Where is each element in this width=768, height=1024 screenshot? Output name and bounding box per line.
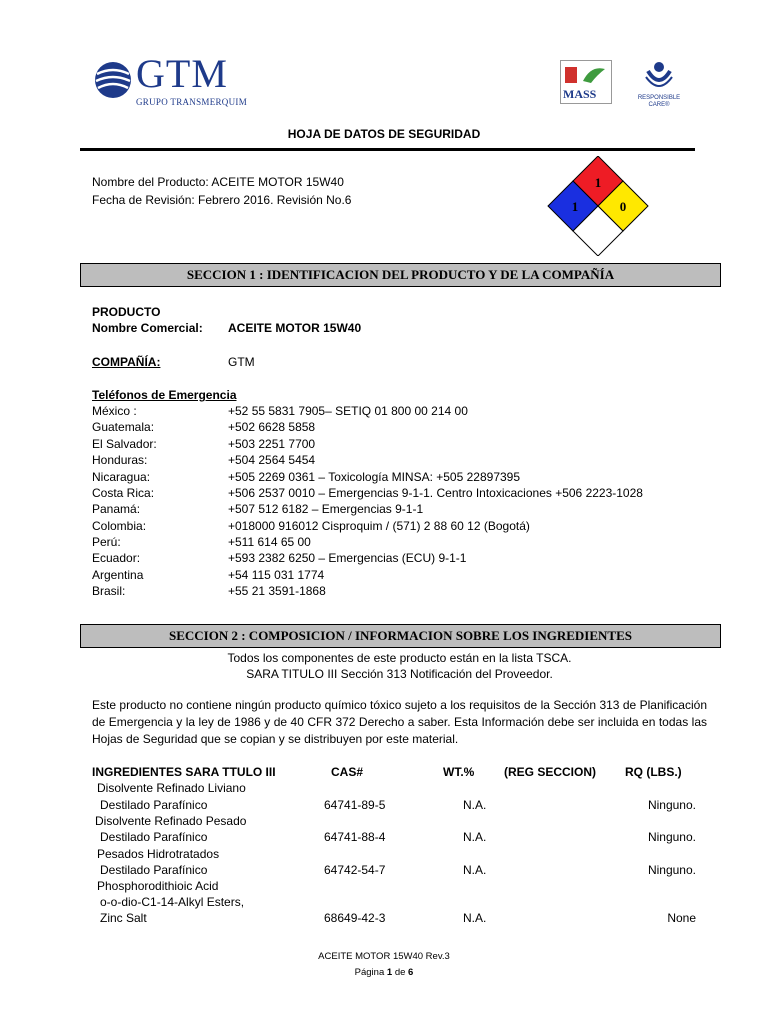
phone-country: Costa Rica: [92,486,155,500]
ingredient-name: Destilado Parafínico [100,863,208,877]
tsca-statement: Todos los componentes de este producto están en la lista TSCA. [227,651,572,665]
wt-value: N.A. [463,863,487,877]
mass-label: MASS [563,87,597,101]
footer-product-rev: ACEITE MOTOR 15W40 Rev.3 [318,951,450,962]
ingredients-header: INGREDIENTES SARA TTULO III [92,765,276,779]
responsible-care-label: RESPONSIBLE CARE® [637,95,681,108]
ingredient-name: Destilado Parafínico [100,798,208,812]
reg-section-header: (REG SECCION) [504,765,597,779]
rq-value: None [667,911,696,925]
document-title: HOJA DE DATOS DE SEGURIDAD [287,127,481,141]
phone-country: Nicaragua: [92,470,151,484]
phone-number: +506 2537 0010 – Emergencias 9-1-1. Centro Intoxicaciones +506 2223-1028 [228,486,643,500]
wt-value: N.A. [463,798,487,812]
mass-badge [560,60,612,104]
rq-value: Ninguno. [647,830,696,844]
phone-country: Colombia: [92,519,147,533]
phone-number: +54 115 031 1774 [228,568,325,582]
ingredient-name: Zinc Salt [100,911,147,925]
responsible-care-badge [628,55,690,125]
phone-number: +55 21 3591-1868 [228,584,326,598]
cas-number: 64741-88-4 [324,830,386,844]
cas-header: CAS# [331,765,364,779]
compania-label: COMPAÑÍA: [92,355,161,369]
phone-number: +503 2251 7700 [228,437,316,451]
product-name-line: Nombre del Producto: ACEITE MOTOR 15W40 [92,175,344,189]
globe-logo-icon [93,60,133,100]
phone-country: Honduras: [92,453,148,467]
phone-number: +018000 916012 Cisproquim / (571) 2 88 60 12 (Bogotá) [228,519,530,533]
ingredient-name: o-o-dio-C1-14-Alkyl Esters, [100,895,245,909]
section-2-header: SECCION 2 : COMPOSICION / INFORMACION SOBRE LOS INGREDIENTES [80,624,721,648]
nfpa-health-value: 1 [571,199,579,214]
wt-value: N.A. [463,911,487,925]
ingredient-name: Disolvente Refinado Pesado [95,814,247,828]
sara-statement: SARA TITULO III Sección 313 Notificación del Proveedor. [246,667,553,681]
ingredient-name: Phosphorodithioic Acid [97,879,219,893]
phone-country: Panamá: [92,502,141,516]
phone-country: México : [92,404,137,418]
phone-country: Guatemala: [92,420,155,434]
product-meta [92,174,351,210]
page-number: 1 [386,967,393,978]
ingredient-name: Pesados Hidrotratados [97,847,220,861]
nfpa-reactivity-value: 0 [619,199,627,214]
phone-country: Ecuador: [92,551,141,565]
compania-value: GTM [228,355,255,369]
phone-number: +505 2269 0361 – Toxicología MINSA: +505 22897395 [228,470,521,484]
header-rule [80,148,695,151]
page-of: de [394,967,406,978]
company-logo-text: GTM [136,51,228,96]
nfpa-diamond [545,156,651,256]
phone-country: Perú: [92,535,121,549]
cas-number: 64741-89-5 [324,798,386,812]
producto-heading: PRODUCTO [92,305,161,319]
telefonos-heading: Teléfonos de Emergencia [92,388,237,402]
phone-country: Argentina [92,568,144,582]
wt-header: WT.% [443,765,475,779]
responsible-care-icon [628,55,690,95]
rq-header: RQ (LBS.) [625,765,682,779]
wt-value: N.A. [463,830,487,844]
phone-number: +502 6628 5858 [228,420,316,434]
nombre-comercial-value: ACEITE MOTOR 15W40 [228,321,362,335]
cas-number: 64742-54-7 [324,863,386,877]
phone-number: +593 2382 6250 – Emergencias (ECU) 9-1-1 [228,551,467,565]
phone-country: El Salvador: [92,437,157,451]
rq-value: Ninguno. [647,863,696,877]
phone-country: Brasil: [92,584,126,598]
page-indicator [0,966,768,980]
rq-value: Ninguno. [647,798,696,812]
page-total: 6 [408,967,414,978]
section-313-paragraph: Este producto no contiene ningún producto químico tóxico sujeto a los requisitos de la Sección 313 de Planificación de Emergencia y la ley de 1986 y de 40 CFR 372 Derecho a saber. Esta Información debe ser incluida en todas las Hojas de Seguridad que se copian y se distribuyen por este material. [92,698,707,746]
phone-number: +511 614 65 00 [228,535,311,549]
phone-number: +504 2564 5454 [228,453,316,467]
section-1-header: SECCION 1 : IDENTIFICACION DEL PRODUCTO Y DE LA COMPAÑÍA [80,263,721,287]
page-prefix: Página [354,967,385,978]
cas-number: 68649-42-3 [324,911,386,925]
phone-number: +52 55 5831 7905– SETIQ 01 800 00 214 00 [228,404,468,418]
company-logo-subtitle: GRUPO TRANSMERQUIM [136,97,248,107]
ingredient-name: Destilado Parafínico [100,830,208,844]
ingredient-name: Disolvente Refinado Liviano [97,781,246,795]
nombre-comercial-label: Nombre Comercial: [92,321,203,335]
revision-date-line: Fecha de Revisión: Febrero 2016. Revisión No.6 [92,193,352,207]
nfpa-flammability-value: 1 [594,175,602,190]
phone-number: +507 512 6182 – Emergencias 9-1-1 [228,502,424,516]
